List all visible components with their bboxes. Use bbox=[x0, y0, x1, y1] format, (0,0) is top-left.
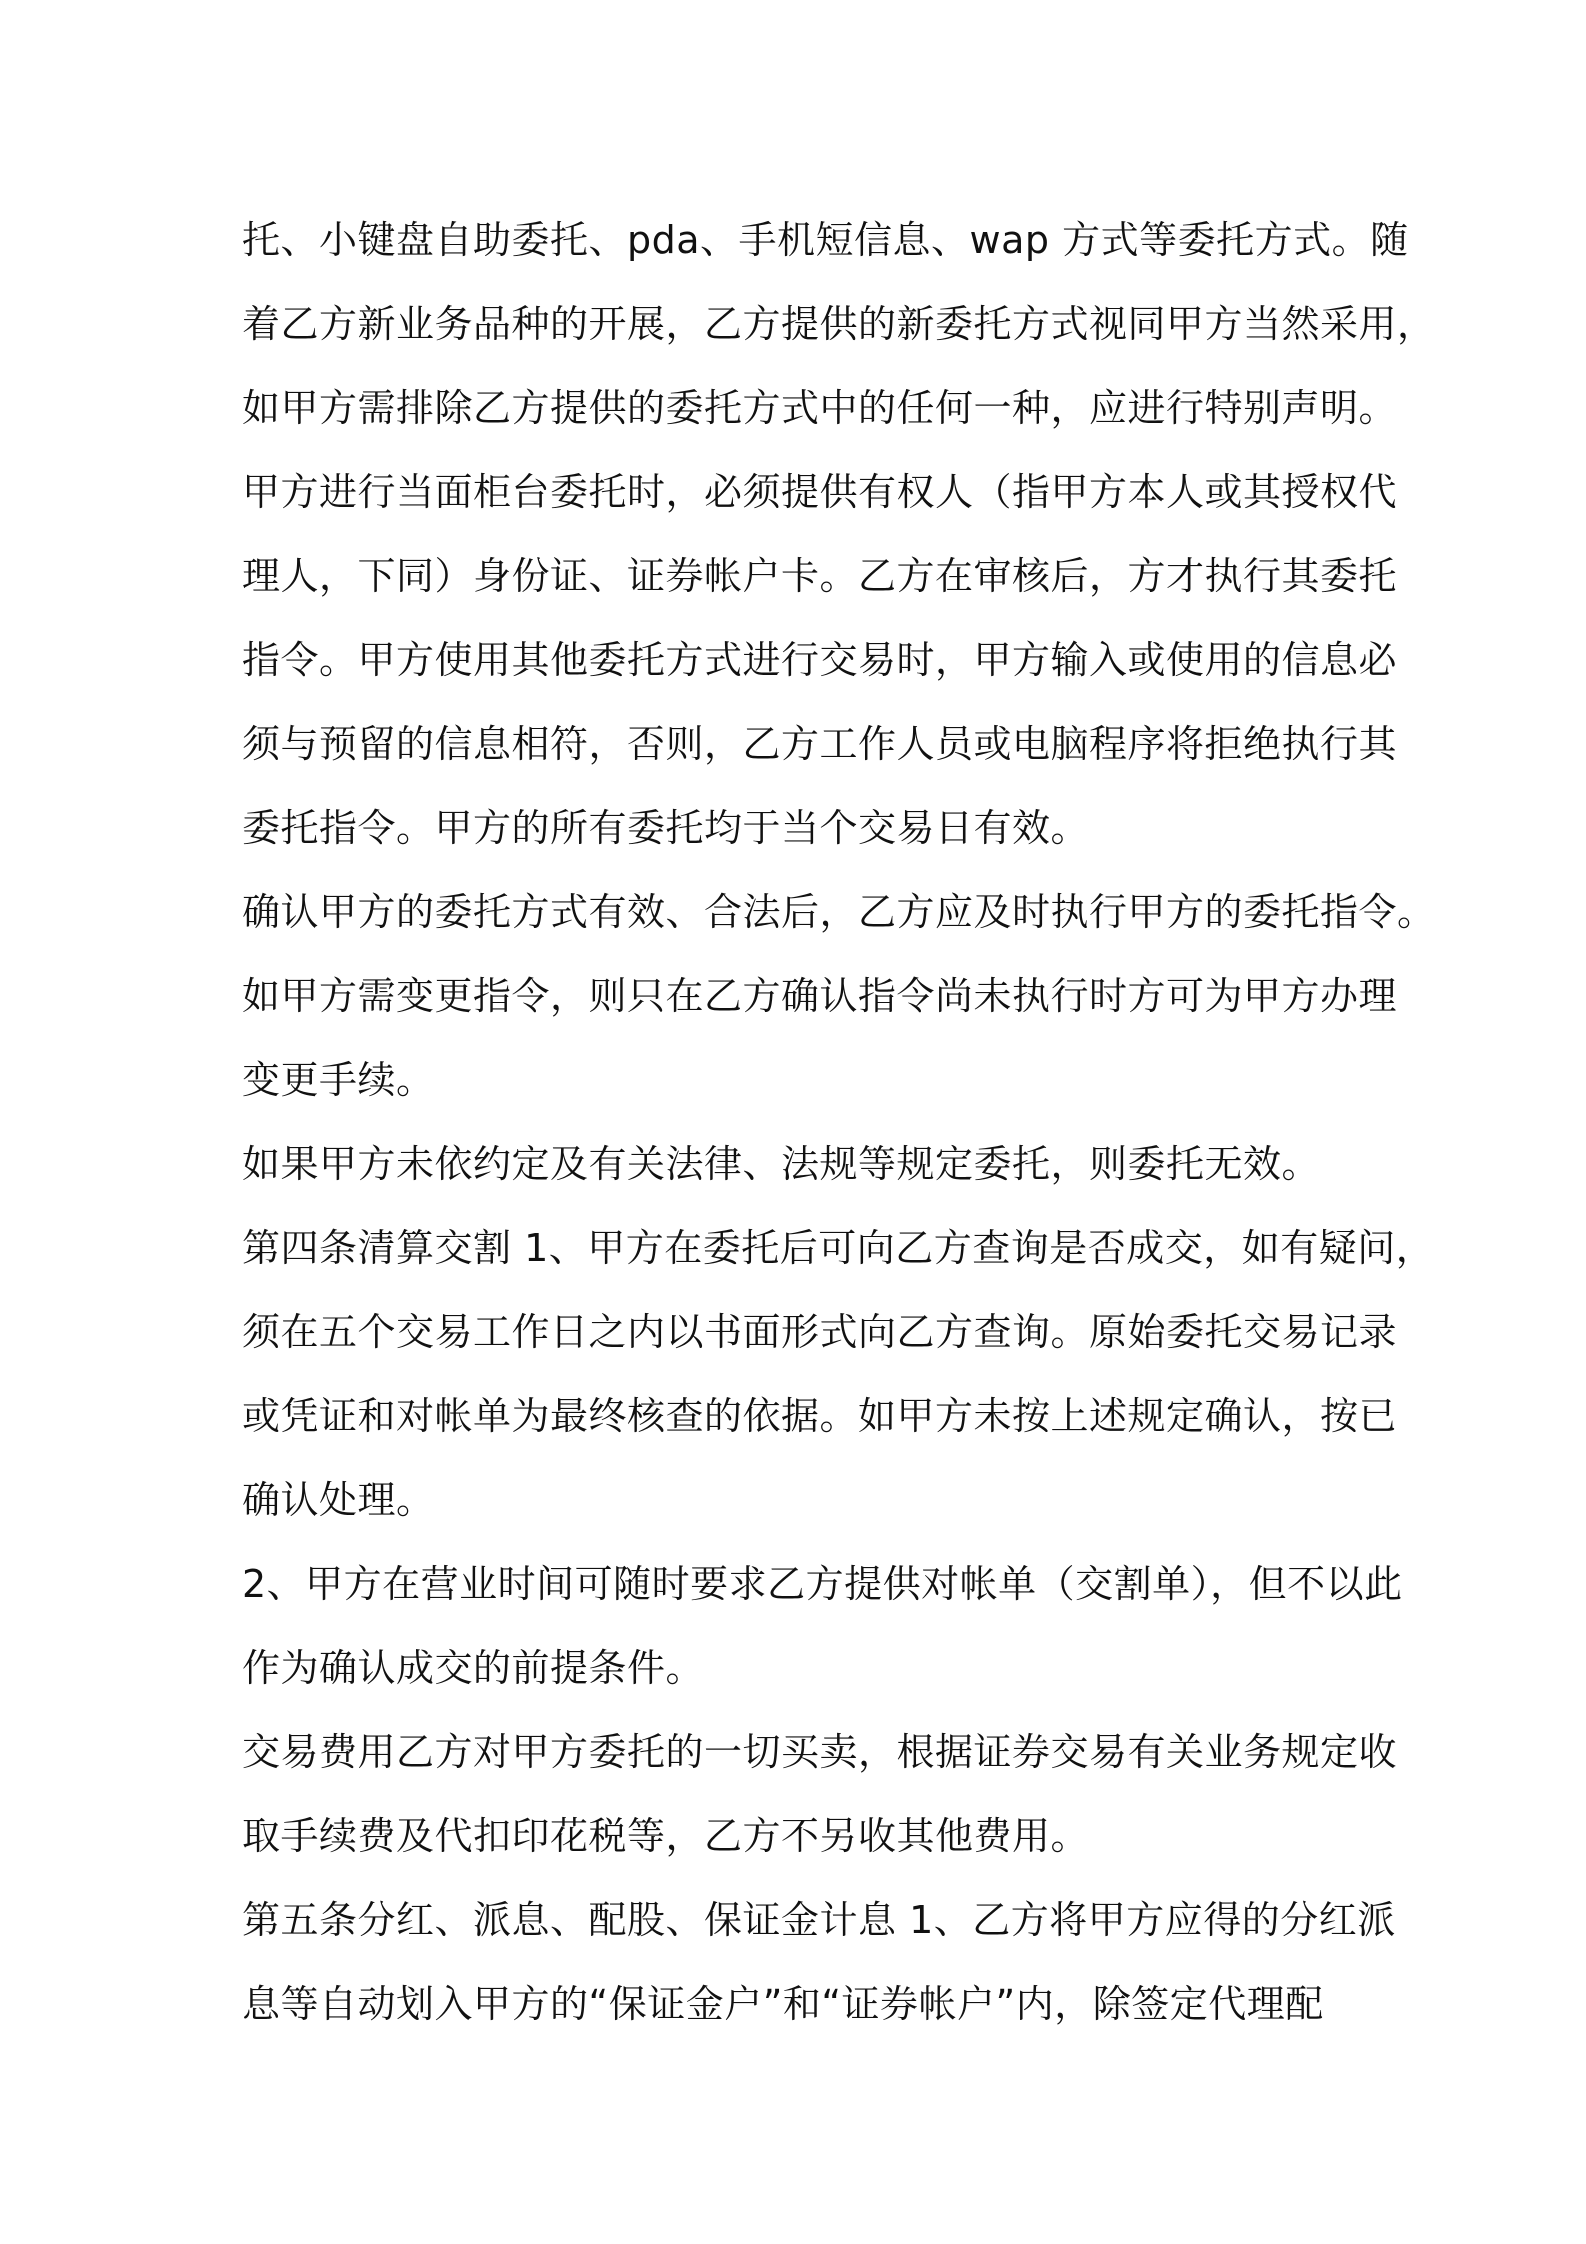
text-line-8: 委托指令。甲方的所有委托均于当个交易日有效。 bbox=[242, 806, 1090, 850]
text-line-14: 须在五个交易工作日之内以书面形式向乙方查询。原始委托交易记录 bbox=[242, 1310, 1398, 1354]
text-line-3: 如甲方需排除乙方提供的委托方式中的任何一种，应进行特别声明。 bbox=[242, 386, 1398, 430]
document-body bbox=[242, 198, 1436, 2046]
text-line-12: 如果甲方未依约定及有关法律、法规等规定委托，则委托无效。 bbox=[242, 1142, 1321, 1186]
text-line-5: 理人，下同）身份证、证券帐户卡。乙方在审核后，方才执行其委托 bbox=[242, 554, 1398, 598]
text-line-19: 交易费用乙方对甲方委托的一切买卖，根据证券交易有关业务规定收 bbox=[242, 1730, 1398, 1774]
text-line-11: 变更手续。 bbox=[242, 1058, 435, 1102]
text-line-7: 须与预留的信息相符，否则，乙方工作人员或电脑程序将拒绝执行其 bbox=[242, 722, 1398, 766]
text-line-20: 取手续费及代扣印花税等，乙方不另收其他费用。 bbox=[242, 1814, 1090, 1858]
text-line-21: 第五条分红、派息、配股、保证金计息 1、乙方将甲方应得的分红派 bbox=[242, 1898, 1396, 1942]
text-line-17: 2、甲方在营业时间可随时要求乙方提供对帐单（交割单），但不以此 bbox=[242, 1562, 1403, 1606]
text-line-18: 作为确认成交的前提条件。 bbox=[242, 1646, 705, 1690]
text-line-9: 确认甲方的委托方式有效、合法后，乙方应及时执行甲方的委托指令。 bbox=[242, 890, 1436, 934]
text-line-6: 指令。甲方使用其他委托方式进行交易时，甲方输入或使用的信息必 bbox=[242, 638, 1398, 682]
text-line-16: 确认处理。 bbox=[242, 1478, 435, 1522]
text-line-13: 第四条清算交割 1、甲方在委托后可向乙方查询是否成交，如有疑问， bbox=[242, 1226, 1435, 1270]
text-line-22: 息等自动划入甲方的“保证金户”和“证券帐户”内，除签定代理配 bbox=[242, 1982, 1324, 2026]
text-line-4: 甲方进行当面柜台委托时，必须提供有权人（指甲方本人或其授权代 bbox=[242, 470, 1398, 514]
text-line-1: 托、小键盘自助委托、pda、手机短信息、wap 方式等委托方式。随 bbox=[242, 218, 1409, 262]
text-line-15: 或凭证和对帐单为最终核查的依据。如甲方未按上述规定确认，按已 bbox=[242, 1394, 1398, 1438]
text-line-10: 如甲方需变更指令，则只在乙方确认指令尚未执行时方可为甲方办理 bbox=[242, 974, 1398, 1018]
text-line-2: 着乙方新业务品种的开展，乙方提供的新委托方式视同甲方当然采用， bbox=[242, 302, 1436, 346]
